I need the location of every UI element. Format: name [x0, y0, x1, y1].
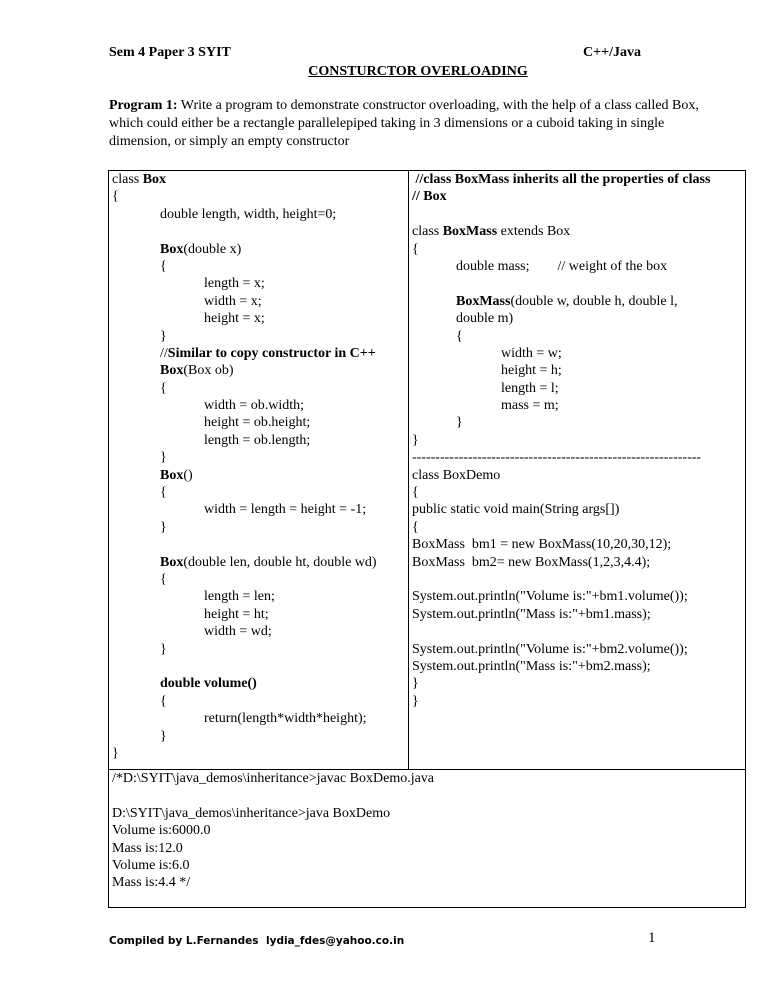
code-line: } — [160, 641, 167, 657]
code-line: } — [160, 728, 167, 744]
code-line: double volume() — [160, 676, 257, 692]
output-line: D:\SYIT\java_demos\inheritance>java BoxDemo — [112, 805, 391, 821]
code-table — [108, 170, 746, 908]
code-line: length = l; — [501, 380, 559, 396]
code-line: { — [160, 571, 167, 587]
code-line: double m) — [456, 311, 514, 327]
code-line: { — [160, 258, 167, 274]
code-line: } — [412, 432, 419, 448]
code-line: length = x; — [204, 276, 265, 292]
output-line: Mass is:12.0 — [112, 840, 183, 856]
box-class-cell — [109, 171, 409, 770]
code-line: return(length*width*height); — [204, 711, 367, 727]
code-line: BoxMass bm2= new BoxMass(1,2,3,4.4); — [412, 554, 651, 570]
output-line: Mass is:4.4 */ — [112, 875, 191, 891]
output-line: /*D:\SYIT\java_demos\inheritance>javac BoxDemo.java — [112, 771, 435, 786]
code-comment: //class BoxMass inherits all the properties of class — [412, 172, 711, 187]
code-line: { — [160, 693, 167, 709]
code-line: { — [412, 519, 419, 535]
code-comment: //Similar to copy constructor in C++ — [160, 345, 376, 361]
program-output-cell — [109, 770, 746, 908]
code-line: class BoxDemo — [412, 467, 501, 483]
code-line: public static void main(String args[]) — [412, 502, 620, 518]
code-line: width = ob.width; — [204, 398, 305, 414]
output-line: Volume is:6000.0 — [112, 823, 211, 839]
code-line: length = len; — [204, 589, 275, 605]
code-line: } — [112, 745, 119, 761]
footer-author: Compiled by L.Fernandes — [109, 935, 259, 947]
code-line: Box(Box ob) — [160, 363, 234, 379]
code-line: width = x; — [204, 293, 262, 309]
code-line: System.out.println("Volume is:"+bm2.volume()); — [412, 641, 688, 657]
output-line: Volume is:6.0 — [112, 857, 190, 873]
program-description — [109, 97, 729, 151]
code-line: double length, width, height=0; — [160, 206, 337, 222]
code-line: } — [160, 519, 167, 535]
page-number: 1 — [648, 930, 656, 946]
code-line: height = ht; — [204, 606, 269, 622]
code-line: height = x; — [204, 311, 265, 327]
code-line: double mass; // weight of the box — [456, 258, 668, 274]
header-right: C++/Java — [583, 45, 641, 60]
code-comment: // Box — [412, 189, 447, 205]
code-line: { — [112, 189, 119, 205]
code-line: width = w; — [501, 345, 562, 361]
program-label: Program 1: — [109, 98, 178, 113]
page-title: CONSTURCTOR OVERLOADING — [308, 64, 528, 79]
code-line: } — [456, 415, 463, 431]
code-line: { — [456, 328, 463, 344]
code-line: height = h; — [501, 363, 562, 379]
code-line: { — [412, 485, 419, 501]
code-line: } — [160, 450, 167, 466]
code-line: width = wd; — [204, 624, 272, 640]
code-line: class BoxMass extends Box — [412, 224, 571, 240]
code-line: } — [412, 693, 419, 709]
code-line: BoxMass bm1 = new BoxMass(10,20,30,12); — [412, 537, 672, 553]
footer-email: lydia_fdes@yahoo.co.in — [266, 935, 405, 947]
code-line: width = length = height = -1; — [204, 502, 367, 518]
code-line: { — [412, 241, 419, 257]
code-line: length = ob.length; — [204, 432, 311, 448]
program-text: Write a program to demonstrate constructor overloading, with the help of a class called Box, which could either be a rectangle parallelepiped taking in 3 dimensions or a cuboid taking in single dimension, or simply an empty constructor — [109, 98, 699, 149]
code-line: height = ob.height; — [204, 415, 311, 431]
code-line: class Box — [112, 172, 167, 187]
separator-line: -------------------------------------------------------------- — [412, 450, 702, 466]
code-line: System.out.println("Mass is:"+bm1.mass); — [412, 606, 651, 622]
header-left: Sem 4 Paper 3 SYIT — [109, 45, 231, 60]
code-line: BoxMass(double w, double h, double l, — [456, 293, 678, 309]
code-line: } — [412, 676, 419, 692]
code-line: { — [160, 380, 167, 396]
code-line: System.out.println("Mass is:"+bm2.mass); — [412, 658, 651, 674]
code-line: System.out.println("Volume is:"+bm1.volume()); — [412, 589, 688, 605]
code-line: } — [160, 328, 167, 344]
code-line: Box(double len, double ht, double wd) — [160, 554, 377, 570]
boxmass-class-cell — [409, 171, 746, 770]
code-line: { — [160, 485, 167, 501]
code-line: mass = m; — [501, 398, 559, 414]
code-line: Box(double x) — [160, 241, 242, 257]
code-line: Box() — [160, 467, 193, 483]
